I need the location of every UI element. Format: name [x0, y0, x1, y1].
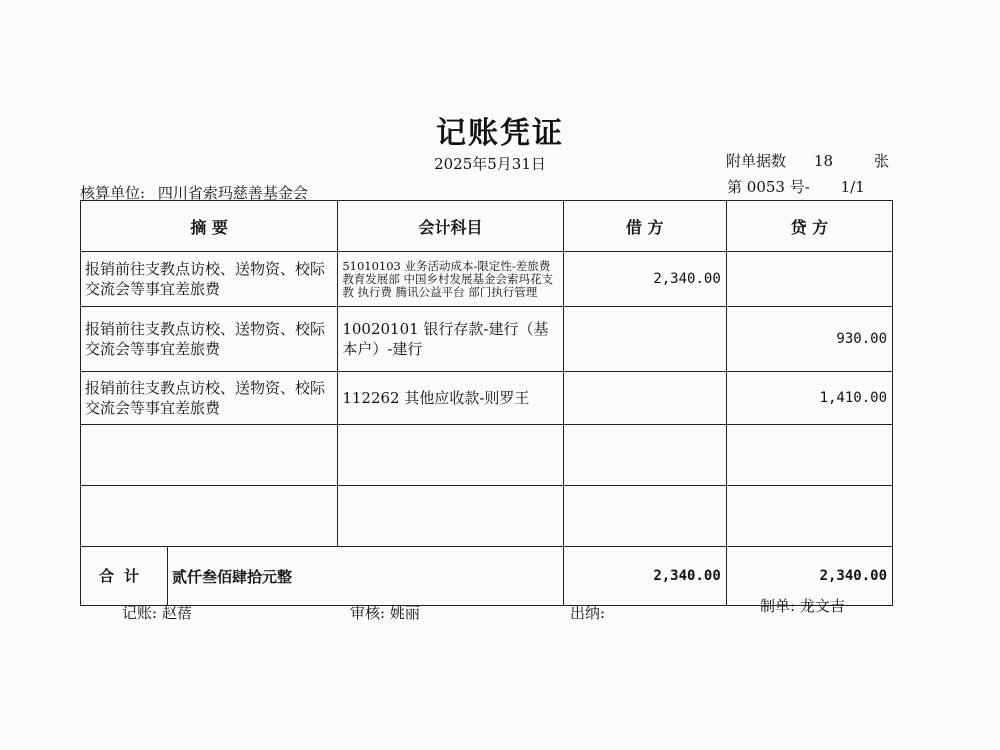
unit-label: 核算单位:: [80, 184, 146, 202]
total-debit: 2,340.00: [563, 547, 726, 606]
preparer-field: [760, 595, 845, 616]
row-summary: [81, 486, 338, 547]
row-credit: [726, 425, 892, 486]
bookkeeper-label: 记账:: [122, 604, 158, 622]
row-account: 51010103 业务活动成本-限定性-差旅费 教育发展部 中国乡村发展基金会索玛花支教 执行费 腾讯公益平台 部门执行管理: [342, 258, 553, 299]
table-row: [81, 307, 893, 372]
table-row: [81, 425, 893, 486]
reviewer-name: 姚丽: [389, 604, 420, 622]
bookkeeper-field: [122, 602, 192, 623]
row-credit: [726, 252, 892, 307]
voucher-suffix: 号-: [789, 178, 810, 196]
row-summary: 报销前往支教点访校、送物资、校际交流会等事宜差旅费: [85, 320, 326, 358]
row-summary: 报销前往支教点访校、送物资、校际交流会等事宜差旅费: [85, 379, 326, 417]
total-credit: 2,340.00: [726, 547, 892, 606]
header-debit: 借 方: [563, 201, 726, 252]
voucher-number: [727, 176, 865, 197]
attachments-unit: 张: [874, 152, 890, 170]
voucher-date: 2025年5月31日: [434, 155, 546, 173]
row-summary: [81, 425, 338, 486]
attachments-info: [726, 150, 889, 171]
reviewer-label: 审核:: [350, 604, 386, 622]
voucher-title: 记账凭证: [436, 116, 564, 151]
row-debit: 2,340.00: [563, 252, 726, 307]
unit-name: 四川省索玛慈善基金会: [157, 184, 308, 202]
total-label: 合计: [81, 547, 168, 605]
row-debit: [563, 372, 726, 425]
row-debit: [563, 425, 726, 486]
header-summary: 摘 要: [81, 201, 338, 252]
row-account: 10020101 银行存款-建行（基本户）-建行: [342, 320, 549, 358]
table-row: [81, 486, 893, 547]
reviewer-field: [350, 602, 420, 623]
table-row: [81, 372, 893, 425]
row-account: [338, 486, 563, 547]
voucher-prefix: 第: [727, 178, 743, 196]
attachments-label: 附单据数: [726, 152, 787, 170]
row-credit: 930.00: [726, 307, 892, 372]
table-row: [81, 252, 893, 307]
row-debit: [563, 486, 726, 547]
table-header-row: [81, 201, 893, 252]
total-amount-words: 贰仟叁佰肆拾元整: [172, 567, 293, 586]
cashier-field: [570, 602, 605, 623]
preparer-label: 制单:: [760, 597, 796, 615]
row-account: 112262 其他应收款-则罗王: [342, 389, 530, 407]
preparer-name: 龙文吉: [799, 597, 845, 615]
row-debit: [563, 307, 726, 372]
voucher-table: [80, 200, 893, 606]
row-summary: 报销前往支教点访校、送物资、校际交流会等事宜差旅费: [85, 260, 326, 298]
row-credit: 1,410.00: [726, 372, 892, 425]
voucher-no-value: 0053: [746, 178, 785, 196]
bookkeeper-name: 赵蓓: [161, 604, 192, 622]
attachments-count: 18: [814, 152, 834, 170]
cashier-label: 出纳:: [570, 604, 606, 622]
row-account: [338, 425, 563, 486]
row-credit: [726, 486, 892, 547]
header-credit: 贷 方: [726, 201, 892, 252]
voucher-page: 1/1: [840, 178, 865, 196]
header-account: 会计科目: [338, 201, 563, 252]
